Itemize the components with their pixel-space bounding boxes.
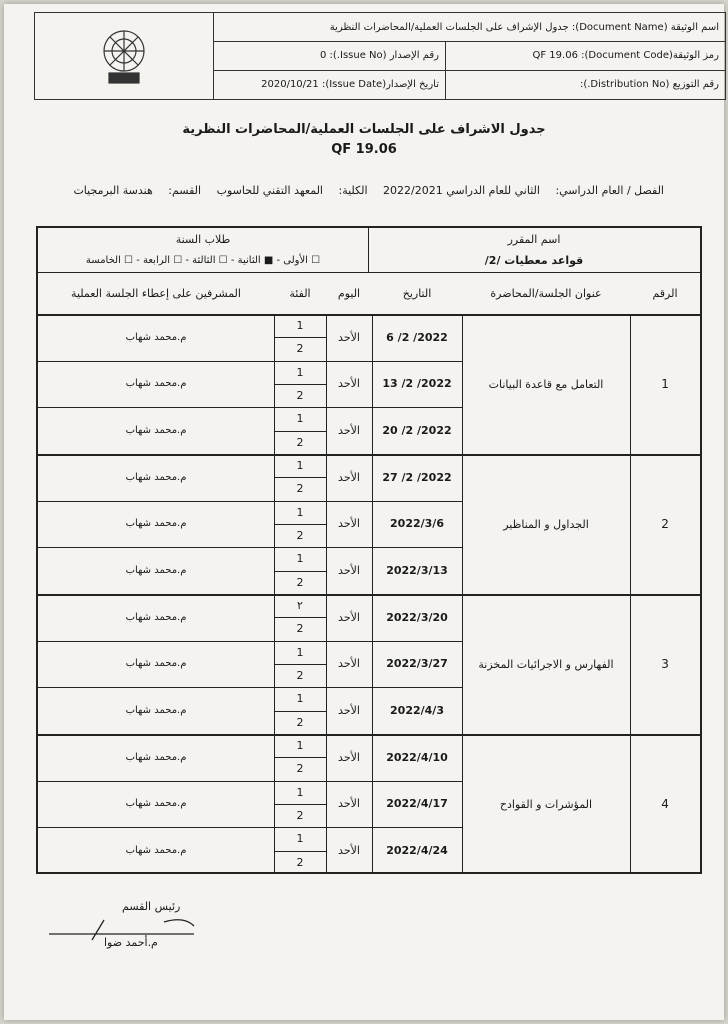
- group-2: 2: [296, 762, 304, 776]
- session-date: 2022/ 2/ 27: [382, 470, 452, 484]
- session-day: الأحد: [338, 610, 360, 624]
- issue-date-label: تاريخ الإصدار(Issue Date):: [321, 79, 439, 90]
- issue-no-cell: [213, 41, 445, 70]
- group-1: 1: [296, 505, 304, 519]
- session-date: 2022/3/27: [386, 657, 448, 671]
- group-1: 1: [296, 459, 304, 473]
- signature-role: رئيس القسم: [122, 900, 181, 913]
- session-day: الأحد: [338, 843, 360, 857]
- section-title: المؤشرات و القوادح: [499, 797, 593, 811]
- group-2: 2: [296, 389, 304, 403]
- session-date: 2022/ 2/ 6: [386, 330, 448, 344]
- dist-no-label: رقم التوزيع (Distribution No.):: [579, 79, 719, 90]
- stage-options: ☐ الأولى - ■ الثانية - ☐ الثالثة - ☐ الرابعة - ☐ الخامسة: [85, 254, 321, 266]
- doc-name-value: جدول الإشراف على الجلسات العملية/المحاضرات النظرية: [329, 21, 569, 33]
- session-date: 2022/ 2/ 13: [382, 377, 452, 391]
- session-day: الأحد: [338, 657, 360, 671]
- supervisor-name: م.محمد شهاب: [125, 704, 187, 716]
- col-group-header: الفئة: [289, 286, 311, 300]
- section-number: 2: [661, 517, 669, 531]
- supervisor-name: م.محمد شهاب: [125, 378, 187, 390]
- col-date-header: التاريخ: [402, 286, 432, 300]
- dept-value: هندسة البرمجيات: [73, 184, 153, 197]
- dept-label: القسم:: [168, 184, 202, 197]
- doc-name-cell: [213, 13, 725, 41]
- col-supervisors-header: المشرفين على إعطاء الجلسة العملية: [71, 286, 241, 300]
- section-number: 4: [661, 797, 669, 811]
- group-2: 2: [296, 342, 304, 356]
- session-day: الأحد: [338, 703, 360, 717]
- section-title: الجداول و المناظير: [503, 517, 589, 531]
- session-day: الأحد: [338, 750, 360, 764]
- supervisor-name: م.محمد شهاب: [125, 658, 187, 670]
- session-date: 2022/4/10: [386, 750, 448, 764]
- section-number: 3: [661, 657, 669, 671]
- session-date: 2022/3/13: [386, 563, 448, 577]
- group-1: 1: [296, 319, 304, 333]
- group-1: 1: [296, 739, 304, 753]
- group-2: 2: [296, 435, 304, 449]
- col-day-header: اليوم: [337, 286, 361, 300]
- session-day: الأحد: [338, 797, 360, 811]
- doc-code-label: رمز الوثيقة(Document Code):: [581, 50, 719, 61]
- group-1: 1: [296, 785, 304, 799]
- supervisor-name: م.محمد شهاب: [125, 518, 187, 530]
- supervision-table: [36, 226, 702, 874]
- signature-name: م.أحمد ضوا: [104, 936, 158, 949]
- session-day: الأحد: [338, 470, 360, 484]
- document-title: جدول الاشراف على الجلسات العملية/المحاضرات النظرية: [182, 122, 546, 137]
- info-line: [61, 184, 664, 197]
- session-date: 2022/4/17: [386, 797, 448, 811]
- supervisor-name: م.محمد شهاب: [125, 471, 187, 483]
- group-2: 2: [296, 529, 304, 543]
- doc-name-label: اسم الوثيقة (Document Name):: [571, 21, 719, 33]
- supervisor-name: م.محمد شهاب: [125, 751, 187, 763]
- session-day: الأحد: [338, 517, 360, 531]
- group-2: 2: [296, 575, 304, 589]
- doc-code-value: QF 19.06: [532, 50, 578, 61]
- issue-date-cell: [213, 70, 445, 99]
- session-day: الأحد: [338, 377, 360, 391]
- document-header: [34, 12, 726, 100]
- group-2: 2: [296, 855, 304, 869]
- supervisor-name: م.محمد شهاب: [125, 424, 187, 436]
- issue-no-label: رقم الإصدار (Issue No.):: [329, 50, 439, 61]
- group-2: 2: [296, 482, 304, 496]
- supervisor-name: م.محمد شهاب: [125, 844, 187, 856]
- session-day: الأحد: [338, 563, 360, 577]
- session-date: 2022/3/20: [386, 610, 448, 624]
- course-label: اسم المقرر: [507, 232, 561, 246]
- document-page: [4, 4, 724, 1020]
- supervisor-name: م.محمد شهاب: [125, 564, 187, 576]
- doc-code-cell: [445, 41, 725, 70]
- group-2: 2: [296, 622, 304, 636]
- course-value: قواعد معطيات /2/: [484, 253, 584, 267]
- supervisor-name: م.محمد شهاب: [125, 798, 187, 810]
- dist-no-cell: [445, 70, 725, 99]
- session-date: 2022/3/6: [390, 517, 444, 531]
- college-value: المعهد التقني للحاسوب: [216, 184, 323, 197]
- group-2: 2: [296, 715, 304, 729]
- col-num-header: الرقم: [652, 286, 678, 300]
- group-2: 2: [296, 809, 304, 823]
- col-title-header: عنوان الجلسة/المحاضرة: [490, 286, 602, 300]
- semester-label: الفصل / العام الدراسي:: [555, 184, 664, 197]
- session-day: الأحد: [338, 330, 360, 344]
- issue-date-value: 2020/10/21: [261, 79, 319, 90]
- university-logo: [35, 13, 214, 99]
- supervisor-name: م.محمد شهاب: [125, 611, 187, 623]
- session-date: 2022/4/24: [386, 843, 448, 857]
- issue-no-value: 0: [319, 50, 327, 61]
- section-number: 1: [661, 377, 669, 391]
- stage-label: طلاب السنة: [175, 232, 231, 246]
- session-date: 2022/ 2/ 20: [382, 423, 452, 437]
- section-title: الفهارس و الاجرائيات المخزنة: [478, 657, 614, 671]
- group-1: 1: [296, 412, 304, 426]
- group-2: 2: [296, 669, 304, 683]
- session-day: الأحد: [338, 423, 360, 437]
- session-date: 2022/4/3: [390, 703, 444, 717]
- supervisor-name: م.محمد شهاب: [125, 331, 187, 343]
- section-title: التعامل مع قاعدة البيانات: [488, 377, 604, 391]
- group-1: 1: [296, 692, 304, 706]
- group-1: 1: [296, 365, 304, 379]
- group-1: 1: [296, 832, 304, 846]
- group-1: 1: [296, 552, 304, 566]
- semester-value: الثاني للعام الدراسي 2022/2021: [383, 184, 540, 197]
- group-1: ٢: [297, 599, 303, 613]
- college-label: الكلية:: [338, 184, 368, 197]
- group-1: 1: [296, 645, 304, 659]
- document-code: QF 19.06: [331, 142, 397, 157]
